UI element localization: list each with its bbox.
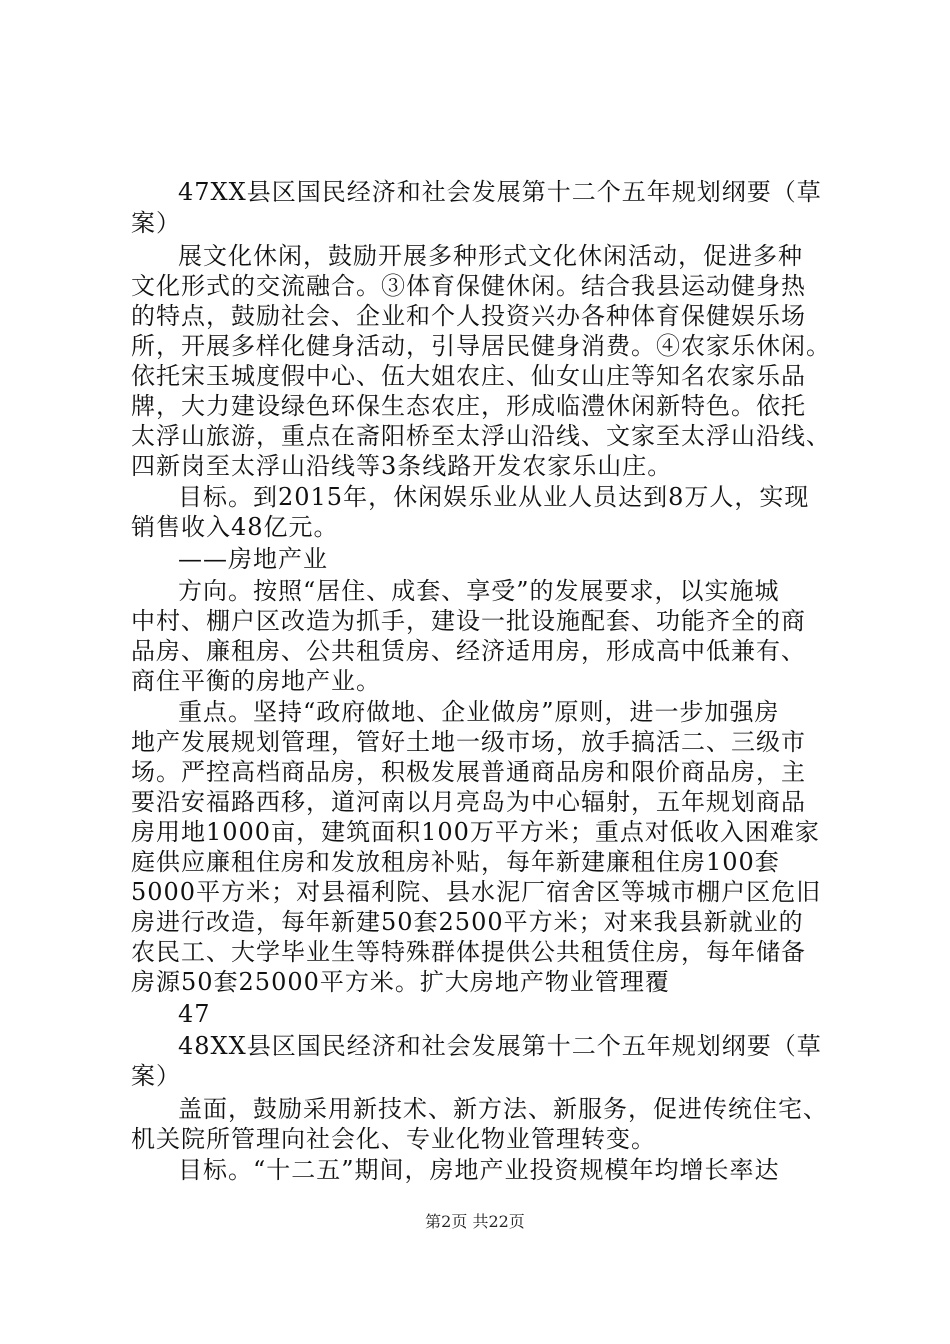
paragraph-line: 方向。按照“居住、成套、享受”的发展要求，以实施城: [178, 577, 780, 605]
paragraph-line: 房源50套25000平方米。扩大房地产物业管理覆: [131, 968, 670, 996]
running-header-title-continued: 案）: [131, 1062, 181, 1090]
paragraph-line: 场。严控高档商品房，积极发展普通商品房和限价商品房，主: [131, 758, 806, 786]
paragraph-line: 的特点，鼓励社会、企业和个人投资兴办各种体育保健娱乐场: [131, 302, 806, 330]
paragraph-line: 目标。“十二五”期间，房地产业投资规模年均增长率达: [178, 1156, 780, 1184]
paragraph-line: 四新岗至太浮山沿线等3条线路开发农家乐山庄。: [131, 452, 673, 480]
paragraph-line: 房用地1000亩，建筑面积100万平方米；重点对低收入困难家: [131, 818, 820, 846]
paragraph-line: 所，开展多样化健身活动，引导居民健身消费。④农家乐休闲。: [131, 332, 831, 360]
paragraph-line: 目标。到2015年，休闲娱乐业从业人员达到8万人，实现: [178, 483, 810, 511]
paragraph-line: 牌，大力建设绿色环保生态农庄，形成临澧休闲新特色。依托: [131, 392, 806, 420]
paragraph-line: 要沿安福路西移，道河南以月亮岛为中心辐射，五年规划商品: [131, 788, 806, 816]
paragraph-line: 品房、廉租房、公共租赁房、经济适用房，形成高中低兼有、: [131, 637, 806, 665]
paragraph-line: 盖面，鼓励采用新技术、新方法、新服务，促进传统住宅、: [178, 1095, 828, 1123]
paragraph-line: 农民工、大学毕业生等特殊群体提供公共租赁住房，每年储备: [131, 938, 806, 966]
paragraph-line: 房进行改造，每年新建50套2500平方米；对来我县新就业的: [131, 908, 804, 936]
paragraph-line: 销售收入48亿元。: [131, 513, 339, 541]
page-number-marker: 47: [178, 1000, 211, 1028]
paragraph-line: 太浮山旅游，重点在斋阳桥至太浮山沿线、文家至太浮山沿线、: [131, 422, 831, 450]
paragraph-line: 地产发展规划管理，管好土地一级市场，放手搞活二、三级市: [131, 728, 806, 756]
paragraph-line: 文化形式的交流融合。③体育保健休闲。结合我县运动健身热: [131, 272, 806, 300]
paragraph-line: 庭供应廉租住房和发放租房补贴，每年新建廉租住房100套: [131, 848, 780, 876]
section-heading: ——房地产业: [178, 545, 328, 573]
paragraph-line: 机关院所管理向社会化、专业化物业管理转变。: [131, 1125, 656, 1153]
paragraph-line: 5000平方米；对县福利院、县水泥厂宿舍区等城市棚户区危旧: [131, 878, 822, 906]
page-footer: 第2页 共22页: [425, 1212, 525, 1231]
paragraph-line: 重点。坚持“政府做地、企业做房”原则，进一步加强房: [178, 698, 780, 726]
running-header-title: 47XX县区国民经济和社会发展第十二个五年规划纲要（草: [178, 178, 822, 206]
paragraph-line: 依托宋玉城度假中心、伍大姐农庄、仙女山庄等知名农家乐品: [131, 362, 806, 390]
running-header-title: 48XX县区国民经济和社会发展第十二个五年规划纲要（草: [178, 1032, 822, 1060]
paragraph-line: 商住平衡的房地产业。: [131, 667, 381, 695]
paragraph-line: 展文化休闲，鼓励开展多种形式文化休闲活动，促进多种: [178, 242, 803, 270]
running-header-title-continued: 案）: [131, 209, 181, 237]
paragraph-line: 中村、棚户区改造为抓手，建设一批设施配套、功能齐全的商: [131, 607, 806, 635]
